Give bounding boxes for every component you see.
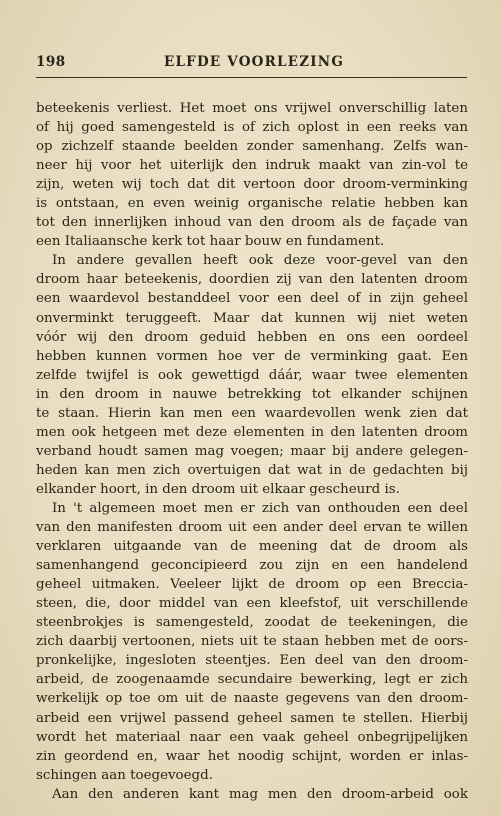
text-line: zich daarbij vertoonen, niets uit te staan hebben met de oors-: [36, 634, 468, 650]
text-line: droom haar beteekenis, doordien zij van den latenten droom: [36, 272, 468, 288]
text-line: vóór wij den droom geduid hebben en ons een oordeel: [36, 329, 468, 345]
text-line: beteekenis verliest. Het moet ons vrijwel onverschillig laten: [36, 101, 468, 116]
text-line: verklaren uitgaande van de meening dat de droom als: [36, 539, 468, 555]
text-line: tot den innerlijken inhoud van den droom als de façade van: [36, 215, 468, 231]
text-line: wordt het materiaal naar een vaak geheel onbegrijpelijken: [36, 729, 468, 745]
text-line: een Italiaansche kerk tot haar bouw en fundament.: [36, 234, 385, 250]
text-line: zijn, weten wij toch dat dit vertoon door droom-verminking: [36, 177, 468, 193]
text-line: in den droom in nauwe betrekking tot elkander schijnen: [36, 386, 468, 402]
text-line: In andere gevallen heeft ook deze voor-gevel van den: [52, 253, 468, 269]
running-head: ELFDE VOORLEZING: [164, 54, 345, 70]
text-line: van den manifesten droom uit een ander deel ervan te willen: [36, 520, 468, 536]
page-header: [36, 54, 467, 76]
text-line: Aan den anderen kant mag men den droom-arbeid ook: [52, 786, 468, 802]
text-line: samenhangend geconcipieerd zou zijn en een handelend: [36, 558, 468, 574]
text-line: een waardevol bestanddeel voor een deel of in zijn geheel: [36, 291, 468, 307]
text-line: steen, die, door middel van een kleefstof, uit verschillende: [36, 596, 468, 612]
text-line: neer hij voor het uiterlijk den indruk maakt van zin-vol te: [36, 158, 468, 174]
text-line: verband houdt samen mag voegen; maar bij andere gelegen-: [36, 443, 468, 459]
text-line: pronkelijke, ingesloten steentjes. Een deel van den droom-: [36, 653, 468, 669]
text-line: heden kan men zich overtuigen dat wat in de gedachten bij: [36, 462, 468, 478]
text-line: werkelijk op toe om uit de naaste gegevens van den droom-: [36, 691, 468, 707]
text-line: of hij goed samengesteld is of zich oplost in een reeks van: [36, 120, 468, 136]
text-line: zelfde twijfel is ook gewettigd dáár, waar twee elementen: [36, 367, 468, 383]
text-line: onverminkt teruggeeft. Maar dat kunnen wij niet weten: [36, 310, 468, 326]
text-line: geheel uitmaken. Veeleer lijkt de droom op een Breccia-: [36, 577, 468, 593]
text-line: hebben kunnen vormen hoe ver de verminking gaat. Een: [36, 348, 468, 364]
text-line: schingen aan toegevoegd.: [36, 767, 213, 783]
text-line: elkander hoort, in den droom uit elkaar gescheurd is.: [36, 481, 400, 497]
text-line: steenbrokjes is samengesteld, zoodat de teekeningen, die: [36, 615, 468, 631]
text-line: arbeid een vrijwel passend geheel samen te stellen. Hierbij: [36, 710, 468, 726]
text-line: zin geordend en, waar het noodig schijnt, worden er inlas-: [36, 748, 468, 764]
text-line: op zichzelf staande beelden zonder samenhang. Zelfs wan-: [36, 139, 468, 155]
text-line: In 't algemeen moet men er zich van onthouden een deel: [52, 500, 468, 516]
text-line: arbeid, de zoogenaamde secundaire bewerking, legt er zich: [36, 672, 468, 688]
body-text: [36, 99, 468, 804]
text-line: men ook hetgeen met deze elementen in den latenten droom: [36, 424, 468, 440]
text-line: is ontstaan, en even weinig organische relatie hebben kan: [36, 196, 468, 212]
page-number: 198: [36, 54, 66, 70]
header-rule: [36, 77, 467, 78]
text-line: te staan. Hierin kan men een waardevollen wenk zien dat: [36, 405, 468, 421]
